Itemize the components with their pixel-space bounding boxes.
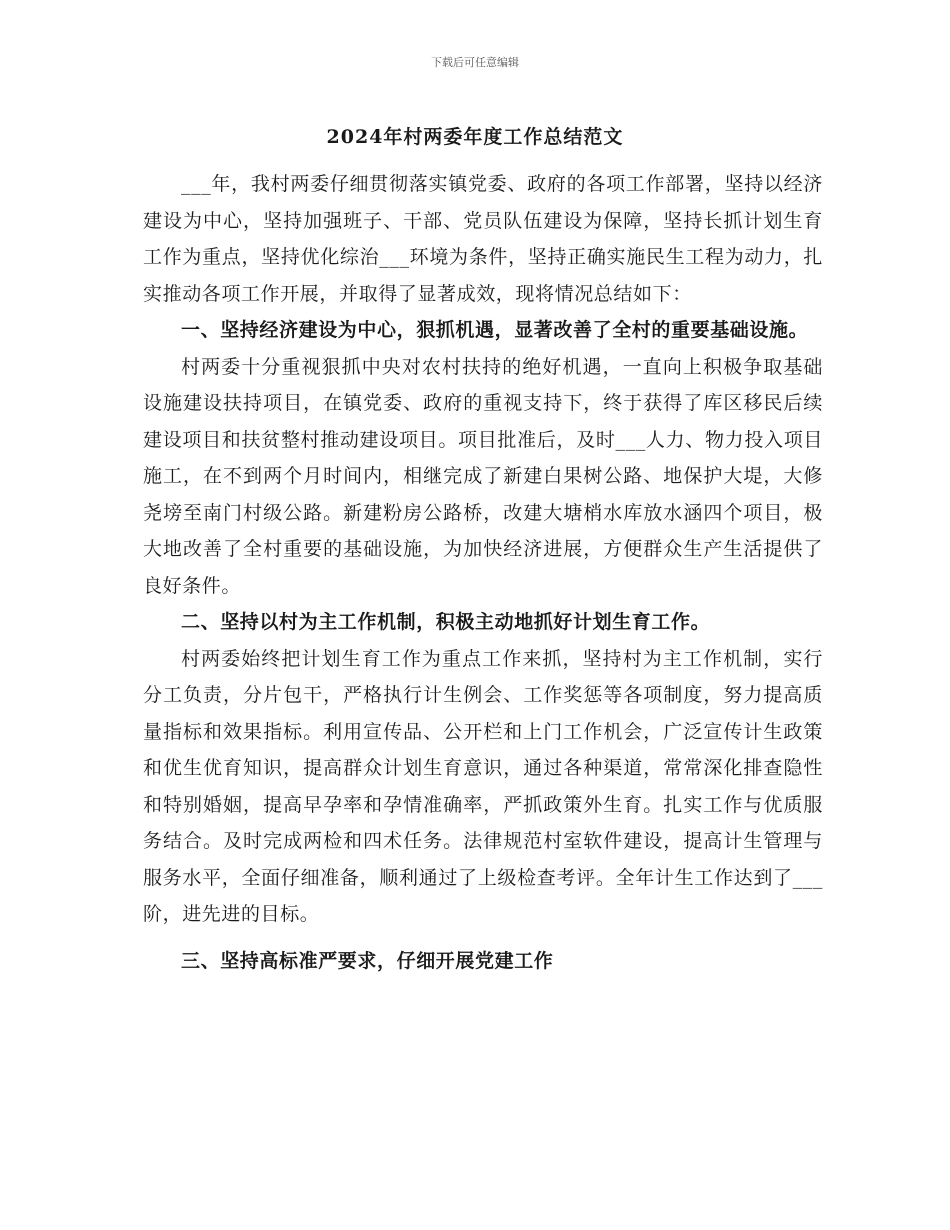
section-2-heading: 二、坚持以村为主工作机制，积极主动地抓好计划生育工作。 bbox=[181, 611, 711, 633]
intro-paragraph: ___年，我村两委仔细贯彻落实镇党委、政府的各项工作部署，坚持以经济建设为中心，坚持加强班子、干部、党员队伍建设为保障，坚持长抓计划生育工作为重点，坚持优化综治___环境为条件，坚持正确实施民生工程为动力，扎实推动各项工作开展，并取得了显著成效，现将情况总结如下： bbox=[143, 173, 823, 305]
section-3-heading: 三、坚持高标准严要求，仔细开展党建工作 bbox=[181, 949, 554, 972]
document-body bbox=[143, 166, 823, 979]
section-1-body: 村两委十分重视狠抓中央对农村扶持的绝好机遇，一直向上积极争取基础设施建设扶持项目，在镇党委、政府的重视支持下，终于获得了库区移民后续建设项目和扶贫整村推动建设项目。项目批准后，及时___人力、物力投入项目施工，在不到两个月时间内，相继完成了新建白果树公路、地保护大堤，大修尧塝至南门村级公路。新建粉房公路桥，改建大塘梢水库放水涵四个项目，极大地改善了全村重要的基础设施，为加快经济进展，方便群众生产生活提供了良好条件。 bbox=[143, 355, 823, 597]
section-1-heading: 一、坚持经济建设为中心，狠抓机遇，显著改善了全村的重要基础设施。 bbox=[181, 319, 809, 341]
header-note: 下载后可任意编辑 bbox=[431, 56, 519, 69]
document-title: 2024年村两委年度工作总结范文 bbox=[326, 126, 624, 148]
section-2-body: 村两委始终把计划生育工作为重点工作来抓，坚持村为主工作机制，实行分工负责，分片包干，严格执行计生例会、工作奖惩等各项制度，努力提高质量指标和效果指标。利用宣传品、公开栏和上门工作机会，广泛宣传计生政策和优生优育知识，提高群众计划生育意识，通过各种渠道，常常深化排查隐性和特别婚姻，提高早孕率和孕情准确率，严抓政策外生育。扎实工作与优质服务结合。及时完成两检和四术任务。法律规范村室软件建设，提高计生管理与服务水平，全面仔细准备，顺利通过了上级检查考评。全年计生工作达到了___阶，进先进的目标。 bbox=[143, 647, 823, 925]
